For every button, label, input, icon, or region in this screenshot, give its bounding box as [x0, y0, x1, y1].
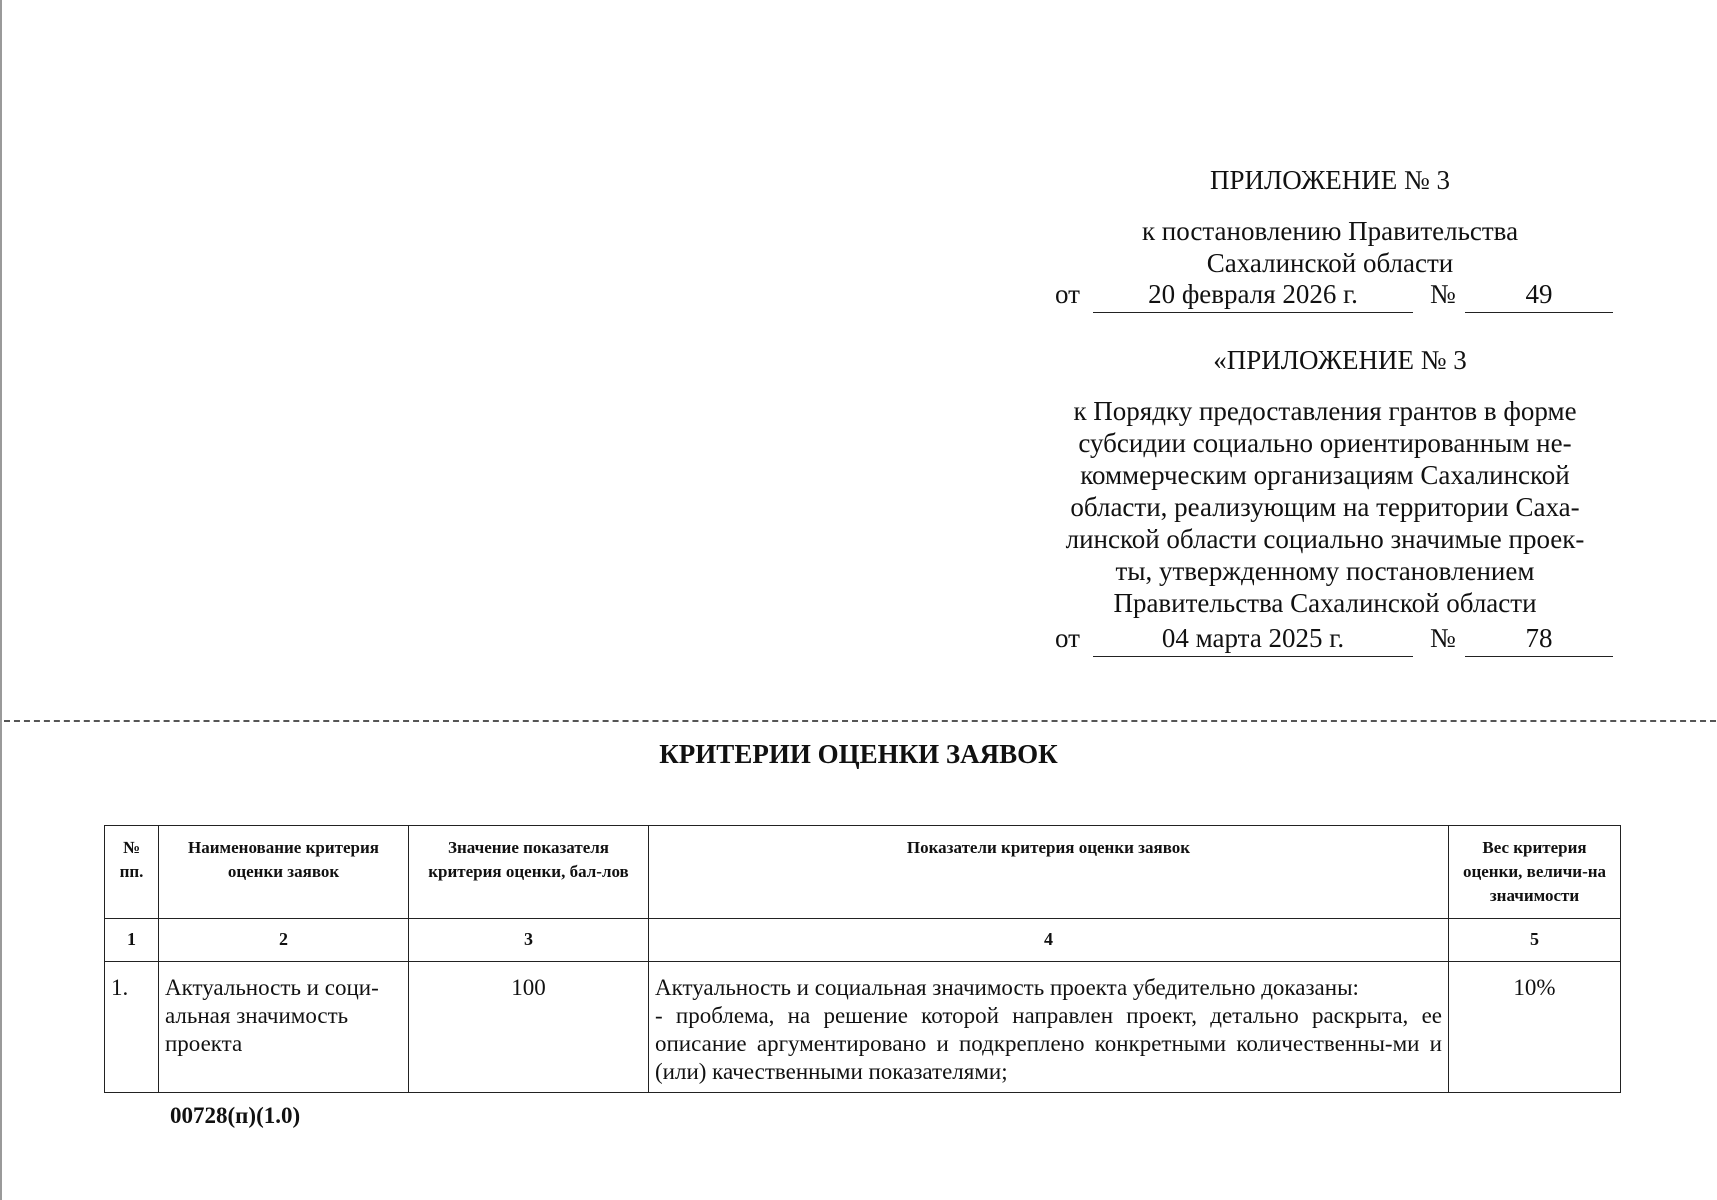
table-header-row: [105, 826, 1621, 919]
column-number: 5: [1449, 919, 1621, 962]
header-criterion: Наименование критерия оценки заявок: [159, 826, 409, 919]
appendix-resolution-line: к постановлению Правительства: [1141, 216, 1519, 246]
date-underline: [1093, 312, 1413, 313]
row-indicators: [649, 962, 1449, 1093]
column-number: 3: [409, 919, 649, 962]
order-number: 78: [1525, 623, 1553, 653]
row-weight: 10%: [1449, 962, 1621, 1093]
appendix-resolution-line: Сахалинской области: [1206, 248, 1454, 278]
header-score: Значение показателя критерия оценки, бал-лов: [409, 826, 649, 919]
order-date-row: [1055, 622, 1615, 658]
document-title: КРИТЕРИИ ОЦЕНКИ ЗАЯВОК: [659, 739, 1058, 769]
order-text-line: линской области социально значимые проек-: [1065, 524, 1585, 554]
order-text-line: области, реализующим на территории Саха-: [1070, 492, 1580, 522]
order-text-line: к Порядку предоставления грантов в форме: [1073, 396, 1577, 426]
date-prefix: от: [1055, 623, 1080, 653]
indicator-line: Актуальность и социальная значимость проекта убедительно доказаны:: [655, 975, 1359, 1000]
page-edge: [0, 0, 2, 1200]
column-number: 4: [649, 919, 1449, 962]
table-row: [105, 962, 1621, 1093]
column-number: 1: [105, 919, 159, 962]
number-underline: [1465, 656, 1613, 657]
appendix-to-resolution: [1040, 215, 1620, 279]
header-number: № пп.: [105, 826, 159, 919]
row-criterion: Актуальность и соци-альная значимость проекта: [159, 962, 409, 1093]
appendix-date: 20 февраля 2026 г.: [1148, 279, 1358, 309]
order-text-line: Правительства Сахалинской области: [1113, 588, 1537, 618]
number-label: №: [1430, 623, 1456, 653]
footer-document-code: 00728(п)(1.0): [170, 1103, 301, 1128]
order-text-line: коммерческим организациям Сахалинской: [1080, 460, 1570, 490]
order-appendix-text: [1025, 395, 1625, 619]
number-underline: [1465, 312, 1613, 313]
appendix-title: ПРИЛОЖЕНИЕ № 3: [1209, 165, 1451, 195]
order-appendix-title: «ПРИЛОЖЕНИЕ № 3: [1213, 345, 1467, 375]
column-number-row: [105, 919, 1621, 962]
date-prefix: от: [1055, 279, 1080, 309]
column-number: 2: [159, 919, 409, 962]
number-label: №: [1430, 279, 1456, 309]
indicator-line: - проблема, на решение которой направлен проект, детально раскрыта, ее описание аргументировано и подкреплено конкретными количественны-ми и (или) качественными показателями;: [655, 1003, 1442, 1084]
header-weight: Вес критерия оценки, величи-на значимости: [1449, 826, 1621, 919]
criteria-table: [104, 825, 1621, 1093]
date-underline: [1093, 656, 1413, 657]
appendix-number: 49: [1525, 279, 1553, 309]
order-text-line: ты, утвержденному постановлением: [1115, 556, 1535, 586]
order-text-line: субсидии социально ориентированным не-: [1078, 428, 1572, 458]
row-score: 100: [409, 962, 649, 1093]
header-indicators: Показатели критерия оценки заявок: [649, 826, 1449, 919]
separator-line: [4, 720, 1716, 722]
appendix-date-row: [1055, 278, 1615, 314]
row-number: 1.: [105, 962, 159, 1093]
order-date: 04 марта 2025 г.: [1161, 623, 1345, 653]
